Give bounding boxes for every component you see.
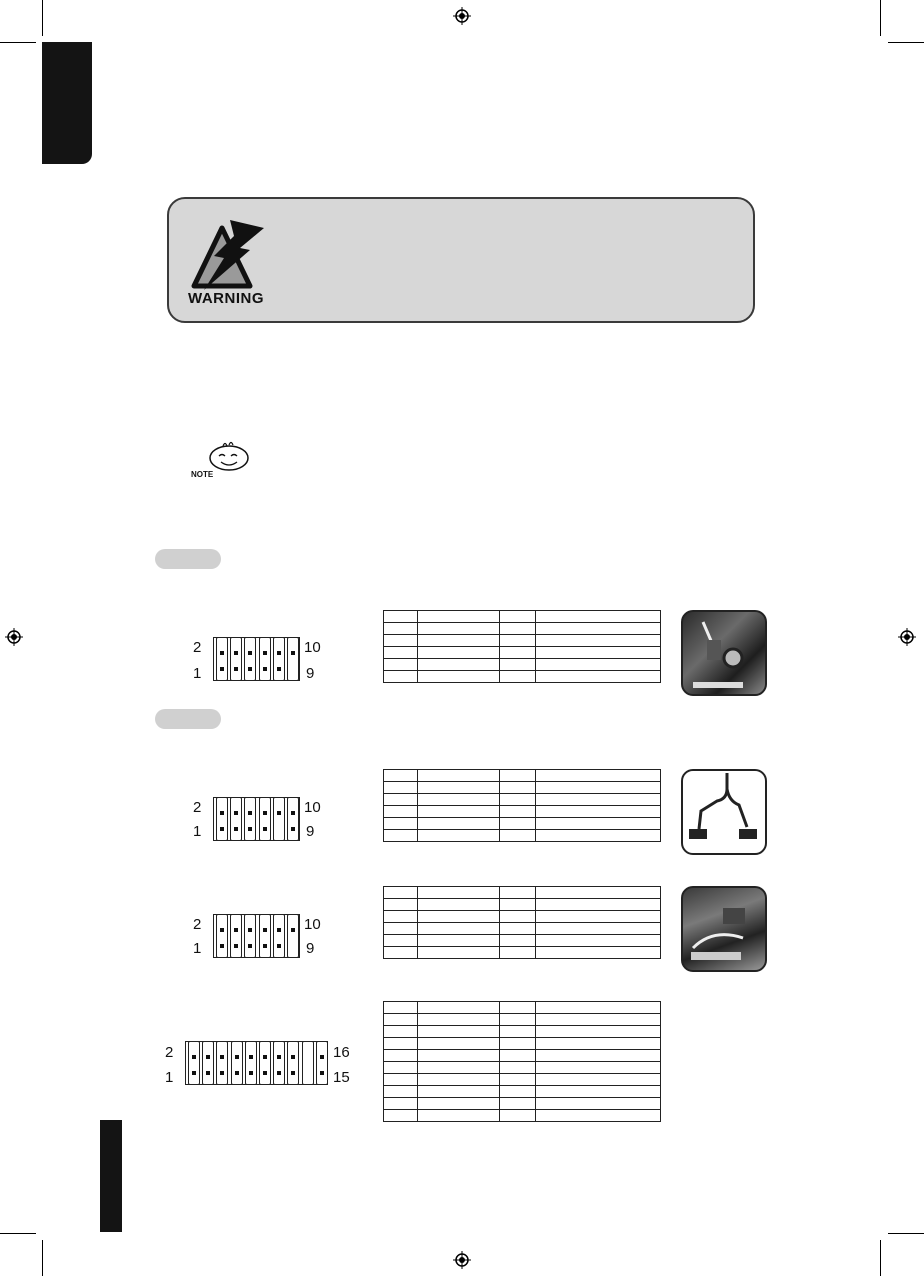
table-cell xyxy=(536,635,661,647)
table-cell xyxy=(418,1002,500,1014)
pin-assignment-table xyxy=(383,1001,661,1122)
pin xyxy=(192,1071,196,1075)
table-cell xyxy=(536,1098,661,1110)
pin-column xyxy=(287,797,299,841)
pin-column xyxy=(244,637,256,681)
table-row xyxy=(384,647,661,659)
table-cell xyxy=(418,1062,500,1074)
table-cell xyxy=(418,1110,500,1122)
pin-number: 9 xyxy=(306,940,315,957)
table-row xyxy=(384,1026,661,1038)
crop-mark xyxy=(888,42,924,43)
table-row xyxy=(384,635,661,647)
table-cell xyxy=(499,635,535,647)
table-row xyxy=(384,1086,661,1098)
table-cell xyxy=(384,782,418,794)
pin xyxy=(263,811,267,815)
table-cell xyxy=(418,1086,500,1098)
table-cell xyxy=(499,1074,535,1086)
table-cell xyxy=(536,647,661,659)
language-tab xyxy=(42,42,92,164)
table-cell xyxy=(384,611,418,623)
pin-column xyxy=(231,1041,243,1085)
note-icon xyxy=(205,440,251,472)
table-row xyxy=(384,806,661,818)
pin xyxy=(220,928,224,932)
registration-mark-icon xyxy=(5,628,23,646)
table-cell xyxy=(499,794,535,806)
table-cell xyxy=(536,623,661,635)
pin-number: 9 xyxy=(306,665,315,682)
pin xyxy=(263,944,267,948)
table-cell xyxy=(418,899,500,911)
table-cell xyxy=(499,1062,535,1074)
table-cell xyxy=(418,647,500,659)
pin xyxy=(263,651,267,655)
table-cell xyxy=(418,935,500,947)
table-cell xyxy=(536,1038,661,1050)
table-cell xyxy=(384,794,418,806)
pin xyxy=(234,651,238,655)
pin xyxy=(291,1055,295,1059)
table-cell xyxy=(384,1062,418,1074)
table-cell xyxy=(384,818,418,830)
pin xyxy=(220,667,224,671)
motherboard-photo xyxy=(681,610,767,696)
cable-photo xyxy=(681,769,767,855)
table-cell xyxy=(418,1098,500,1110)
table-cell xyxy=(499,887,535,899)
table-cell xyxy=(418,611,500,623)
table-row xyxy=(384,1014,661,1026)
table-cell xyxy=(384,899,418,911)
table-row xyxy=(384,671,661,683)
pin-number: 10 xyxy=(304,639,321,656)
registration-mark-icon xyxy=(898,628,916,646)
table-cell xyxy=(384,647,418,659)
table-row xyxy=(384,659,661,671)
table-cell xyxy=(384,1110,418,1122)
table-cell xyxy=(536,818,661,830)
table-cell xyxy=(536,1050,661,1062)
table-cell xyxy=(536,947,661,959)
table-cell xyxy=(536,782,661,794)
pin-number: 1 xyxy=(165,1069,174,1086)
table-cell xyxy=(536,887,661,899)
table-cell xyxy=(536,659,661,671)
pin xyxy=(249,1071,253,1075)
pin-number: 2 xyxy=(193,799,202,816)
pin-number: 2 xyxy=(165,1044,174,1061)
table-cell xyxy=(499,1026,535,1038)
crop-mark xyxy=(880,0,881,36)
table-row xyxy=(384,1062,661,1074)
table-cell xyxy=(384,947,418,959)
table-cell xyxy=(499,830,535,842)
table-cell xyxy=(536,935,661,947)
table-cell xyxy=(384,1038,418,1050)
pin xyxy=(220,1055,224,1059)
pin-assignment-table xyxy=(383,769,661,842)
table-cell xyxy=(499,899,535,911)
table-cell xyxy=(418,770,500,782)
pin xyxy=(220,944,224,948)
pin xyxy=(320,1071,324,1075)
table-cell xyxy=(384,923,418,935)
pin-column xyxy=(230,637,242,681)
table-cell xyxy=(418,671,500,683)
pin xyxy=(320,1055,324,1059)
pin xyxy=(234,944,238,948)
pin-number: 1 xyxy=(193,823,202,840)
pin xyxy=(291,928,295,932)
table-row xyxy=(384,1098,661,1110)
pin xyxy=(248,667,252,671)
table-cell xyxy=(384,1050,418,1062)
table-cell xyxy=(536,1026,661,1038)
table-cell xyxy=(536,1074,661,1086)
pin-column xyxy=(287,914,299,958)
pin xyxy=(235,1055,239,1059)
table-cell xyxy=(499,623,535,635)
table-cell xyxy=(418,782,500,794)
table-row xyxy=(384,923,661,935)
pin xyxy=(248,811,252,815)
table-row xyxy=(384,911,661,923)
table-cell xyxy=(499,1098,535,1110)
table-row xyxy=(384,1110,661,1122)
table-cell xyxy=(499,611,535,623)
pin xyxy=(220,1071,224,1075)
pin xyxy=(263,1071,267,1075)
table-row xyxy=(384,794,661,806)
pin-column xyxy=(273,1041,285,1085)
pin-column xyxy=(230,797,242,841)
section-pill xyxy=(155,549,221,569)
pin xyxy=(234,827,238,831)
table-cell xyxy=(418,911,500,923)
table-cell xyxy=(499,770,535,782)
pin-column xyxy=(259,797,271,841)
table-cell xyxy=(536,806,661,818)
table-cell xyxy=(418,887,500,899)
pin xyxy=(235,1071,239,1075)
table-cell xyxy=(536,794,661,806)
table-cell xyxy=(499,1038,535,1050)
pin xyxy=(234,811,238,815)
table-cell xyxy=(499,647,535,659)
table-cell xyxy=(418,635,500,647)
table-cell xyxy=(418,1026,500,1038)
table-cell xyxy=(536,1014,661,1026)
table-row xyxy=(384,935,661,947)
pin-assignment-table xyxy=(383,610,661,683)
pin-column xyxy=(287,1041,299,1085)
pin xyxy=(277,1055,281,1059)
table-cell xyxy=(499,671,535,683)
pin-column xyxy=(316,1041,328,1085)
pin xyxy=(248,651,252,655)
pin xyxy=(234,928,238,932)
registration-mark-icon xyxy=(453,7,471,25)
pin-column xyxy=(216,797,228,841)
pin xyxy=(248,944,252,948)
pin-number: 10 xyxy=(304,916,321,933)
section-pill xyxy=(155,709,221,729)
table-cell xyxy=(384,1074,418,1086)
pin xyxy=(206,1055,210,1059)
table-cell xyxy=(418,923,500,935)
table-cell xyxy=(499,1014,535,1026)
table-cell xyxy=(384,1098,418,1110)
table-row xyxy=(384,899,661,911)
table-cell xyxy=(536,1086,661,1098)
table-cell xyxy=(418,1038,500,1050)
pin xyxy=(291,651,295,655)
table-row xyxy=(384,623,661,635)
language-tab xyxy=(100,1120,122,1232)
pin-number: 2 xyxy=(193,916,202,933)
table-cell xyxy=(384,770,418,782)
pin-number: 9 xyxy=(306,823,315,840)
pin-number: 10 xyxy=(304,799,321,816)
table-cell xyxy=(384,1086,418,1098)
table-cell xyxy=(499,1110,535,1122)
pin-column xyxy=(287,637,299,681)
pin-number: 2 xyxy=(193,639,202,656)
pin-column xyxy=(259,1041,271,1085)
table-cell xyxy=(384,830,418,842)
pin xyxy=(277,667,281,671)
crop-mark xyxy=(42,1240,43,1276)
table-cell xyxy=(499,911,535,923)
table-row xyxy=(384,1038,661,1050)
table-cell xyxy=(536,1110,661,1122)
table-row xyxy=(384,1050,661,1062)
pin-number: 1 xyxy=(193,665,202,682)
table-cell xyxy=(499,935,535,947)
pin xyxy=(192,1055,196,1059)
table-cell xyxy=(499,1086,535,1098)
warning-triangle-icon xyxy=(186,214,270,292)
table-cell xyxy=(384,1002,418,1014)
table-cell xyxy=(384,806,418,818)
pin xyxy=(220,811,224,815)
pin-number: 1 xyxy=(193,940,202,957)
table-cell xyxy=(499,806,535,818)
table-cell xyxy=(418,659,500,671)
pin xyxy=(263,928,267,932)
table-row xyxy=(384,887,661,899)
table-row xyxy=(384,1002,661,1014)
note-label: NOTE xyxy=(191,470,214,479)
pin-column xyxy=(244,797,256,841)
pin-column xyxy=(259,637,271,681)
pin-column xyxy=(245,1041,257,1085)
table-row xyxy=(384,830,661,842)
pin xyxy=(234,667,238,671)
table-cell xyxy=(499,1050,535,1062)
crop-mark xyxy=(0,42,36,43)
pin-column xyxy=(230,914,242,958)
pin xyxy=(277,944,281,948)
pin-column xyxy=(273,914,285,958)
table-row xyxy=(384,770,661,782)
table-cell xyxy=(384,659,418,671)
table-cell xyxy=(384,911,418,923)
table-row xyxy=(384,818,661,830)
table-cell xyxy=(418,806,500,818)
table-cell xyxy=(384,671,418,683)
table-cell xyxy=(384,1014,418,1026)
table-cell xyxy=(499,659,535,671)
crop-mark xyxy=(42,0,43,36)
table-cell xyxy=(418,1050,500,1062)
motherboard-photo xyxy=(681,886,767,972)
table-cell xyxy=(384,1026,418,1038)
table-cell xyxy=(418,1074,500,1086)
pin xyxy=(249,1055,253,1059)
pin xyxy=(291,827,295,831)
table-cell xyxy=(499,818,535,830)
table-cell xyxy=(536,899,661,911)
pin-assignment-table xyxy=(383,886,661,959)
registration-mark-icon xyxy=(453,1251,471,1269)
pin-column xyxy=(202,1041,214,1085)
table-cell xyxy=(384,635,418,647)
pin-number: 15 xyxy=(333,1069,350,1086)
table-cell xyxy=(418,794,500,806)
table-cell xyxy=(499,782,535,794)
pin xyxy=(263,1055,267,1059)
table-cell xyxy=(536,830,661,842)
table-cell xyxy=(536,911,661,923)
pin xyxy=(220,827,224,831)
table-cell xyxy=(499,1002,535,1014)
pin xyxy=(291,1071,295,1075)
table-cell xyxy=(418,818,500,830)
table-cell xyxy=(536,770,661,782)
table-cell xyxy=(499,947,535,959)
crop-mark xyxy=(880,1240,881,1276)
pin-column xyxy=(188,1041,200,1085)
pin-column xyxy=(273,797,285,841)
table-row xyxy=(384,611,661,623)
table-cell xyxy=(536,1002,661,1014)
pin xyxy=(277,1071,281,1075)
pin xyxy=(220,651,224,655)
pin xyxy=(248,928,252,932)
table-cell xyxy=(384,623,418,635)
pin xyxy=(291,811,295,815)
crop-mark xyxy=(888,1233,924,1234)
pin xyxy=(206,1071,210,1075)
pin xyxy=(248,827,252,831)
pin-column xyxy=(244,914,256,958)
table-cell xyxy=(536,1062,661,1074)
warning-label: WARNING xyxy=(188,290,264,307)
table-cell xyxy=(418,623,500,635)
table-row xyxy=(384,947,661,959)
pin-column xyxy=(216,637,228,681)
table-cell xyxy=(418,830,500,842)
table-cell xyxy=(536,671,661,683)
pin xyxy=(277,928,281,932)
pin-column xyxy=(302,1041,314,1085)
table-cell xyxy=(384,887,418,899)
pin-column xyxy=(273,637,285,681)
pin-column xyxy=(259,914,271,958)
table-cell xyxy=(384,935,418,947)
table-cell xyxy=(499,923,535,935)
pin xyxy=(263,667,267,671)
table-cell xyxy=(418,947,500,959)
pin xyxy=(263,827,267,831)
table-row xyxy=(384,1074,661,1086)
table-row xyxy=(384,782,661,794)
table-cell xyxy=(536,611,661,623)
table-cell xyxy=(536,923,661,935)
pin xyxy=(277,811,281,815)
table-cell xyxy=(418,1014,500,1026)
pin-number: 16 xyxy=(333,1044,350,1061)
crop-mark xyxy=(0,1233,36,1234)
pin-column xyxy=(216,1041,228,1085)
pin-column xyxy=(216,914,228,958)
pin xyxy=(277,651,281,655)
